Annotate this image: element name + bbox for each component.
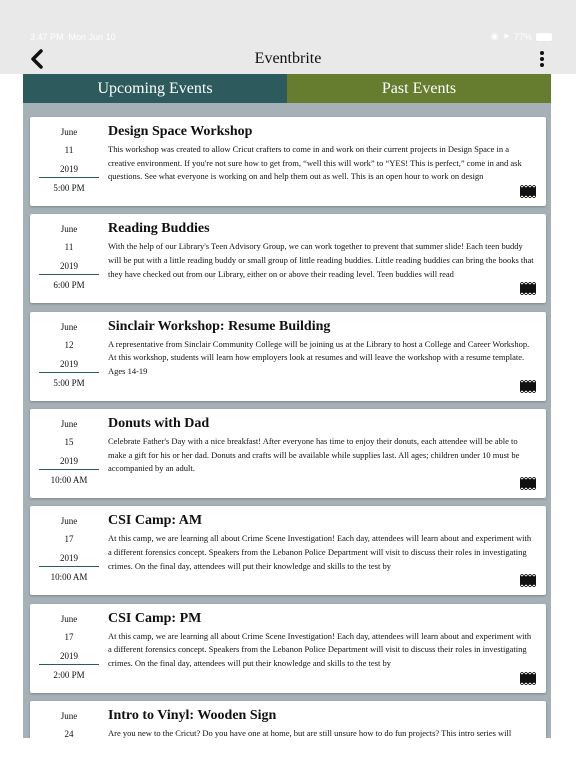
event-month: June — [60, 710, 78, 721]
event-title: Donuts with Dad — [108, 415, 210, 431]
event-card[interactable] — [30, 409, 546, 498]
event-description: This workshop was created to allow Cricut crafters to come in and work on their current projects in Design Space in a creative environment. If you're not sure how to get from, “well this will work” to “YES! This is perfect,” come in and ask questions. See what everyone is working on and help them out as well. This is an open hour to work on design — [108, 144, 522, 182]
event-title: Sinclair Workshop: Resume Building — [108, 318, 331, 334]
status-right — [491, 31, 552, 42]
date-divider — [39, 469, 99, 470]
event-time: 10:00 AM — [50, 572, 88, 583]
event-day: 17 — [64, 631, 74, 642]
event-date — [30, 117, 108, 206]
event-card[interactable] — [30, 117, 546, 206]
event-date — [30, 409, 108, 498]
tab-past-events[interactable]: Past Events — [287, 74, 551, 103]
event-day: 11 — [64, 145, 74, 155]
event-description: With the help of our Library's Teen Advisory Group, we can work together to prevent that summer slide! Each teen buddy will be put with a little reading buddy or small group of little reading buddies. Little reading buddies can bring the books that they have checked out from our Library, either on or above their reading level. Teen buddies will read — [108, 241, 534, 279]
event-year: 2019 — [60, 553, 78, 564]
status-bar — [0, 0, 576, 44]
event-year: 2019 — [60, 650, 78, 661]
event-year: 2019 — [60, 261, 78, 272]
event-date — [30, 312, 108, 401]
event-date — [30, 214, 108, 303]
event-title: Reading Buddies — [108, 221, 210, 237]
event-year: 2019 — [60, 455, 78, 466]
event-description: Celebrate Father's Day with a nice breakfast! After everyone has time to enjoy their donuts, each attendee will be able to make a gift for his or her dad. Donuts and crafts will be available while supplies last. All ages; children under 10 must be accompanied by an adult. — [108, 435, 520, 474]
wifi-icon: ◉ — [490, 31, 499, 41]
more-menu-button[interactable] — [538, 50, 546, 68]
event-month: June — [60, 516, 78, 527]
tab-upcoming-events[interactable]: Upcoming Events — [23, 74, 287, 103]
event-title: CSI Camp: PM — [108, 610, 202, 626]
eventbrite-badge-icon[interactable] — [520, 477, 536, 490]
eventbrite-badge-icon[interactable] — [520, 185, 536, 198]
navigation-bar — [0, 44, 576, 74]
date-divider — [39, 566, 99, 567]
battery-icon — [536, 33, 552, 41]
event-card[interactable] — [30, 701, 546, 738]
event-title: CSI Camp: AM — [108, 513, 203, 529]
event-time: 6:00 PM — [53, 280, 85, 291]
more-vertical-icon — [538, 50, 546, 68]
event-card[interactable] — [30, 312, 546, 401]
event-month: June — [60, 613, 78, 624]
event-description: At this camp, we are learning all about Crime Scene Investigation! Each day, attendees will learn about and experiment with a different forensics concept. Speakers from the Lebanon Police Department will visit to discuss their roles in investigating crimes. On the final day, attendees will put their knowledge and skills to the test by — [108, 630, 532, 668]
event-description: Are you new to the Cricut? Do you have one at home, but are still unsure how to do fun projects? This intro series will — [108, 727, 512, 738]
event-month: June — [60, 321, 78, 332]
date-divider — [39, 177, 99, 178]
location-icon: ➤ — [502, 31, 510, 41]
event-month: June — [60, 127, 78, 137]
date-divider — [39, 664, 99, 665]
battery-percent: 77% — [513, 31, 532, 42]
event-title: Intro to Vinyl: Wooden Sign — [108, 707, 277, 723]
event-title: Design Space Workshop — [108, 124, 253, 139]
event-description: At this camp, we are learning all about Crime Scene Investigation! Each day, attendees will learn about and experiment with a different forensics concept. Speakers from the Lebanon Police Department will visit to discuss their roles in investigating crimes. On the final day, attendees will put their knowledge and skills to the test by — [108, 533, 532, 571]
date-divider — [39, 274, 99, 275]
event-tabs — [23, 74, 551, 103]
event-list[interactable] — [23, 103, 551, 738]
eventbrite-badge-icon[interactable] — [520, 282, 536, 295]
event-time: 10:00 AM — [50, 474, 88, 485]
event-card[interactable] — [30, 214, 546, 303]
event-day: 12 — [64, 339, 74, 350]
event-year: 2019 — [60, 164, 78, 174]
event-card[interactable] — [30, 604, 546, 693]
event-card[interactable] — [30, 506, 546, 595]
event-month: June — [60, 418, 78, 429]
event-date — [30, 506, 108, 595]
eventbrite-badge-icon[interactable] — [520, 380, 536, 393]
page-title: Eventbrite — [254, 50, 322, 67]
eventbrite-badge-icon[interactable] — [520, 574, 536, 587]
date-divider — [39, 372, 99, 373]
eventbrite-badge-icon[interactable] — [520, 672, 536, 685]
event-day: 24 — [64, 728, 74, 738]
event-time: 5:00 PM — [53, 183, 85, 193]
event-month: June — [60, 224, 78, 235]
status-time: 3:47 PM Mon Jun 10 — [30, 32, 116, 42]
event-day: 15 — [64, 436, 74, 447]
event-description: A representative from Sinclair Community College will be joining us at the Library to host a College and Career Workshop. At this workshop, students will learn how employers look at resumes and will leave the workshop with a resume template. Ages 14-19 — [108, 338, 530, 376]
event-date — [30, 604, 108, 693]
event-time: 5:00 PM — [53, 377, 85, 388]
event-day: 17 — [64, 534, 74, 545]
event-time: 2:00 PM — [53, 669, 85, 680]
event-year: 2019 — [60, 358, 78, 369]
event-date — [30, 701, 108, 738]
event-day: 11 — [64, 242, 74, 253]
